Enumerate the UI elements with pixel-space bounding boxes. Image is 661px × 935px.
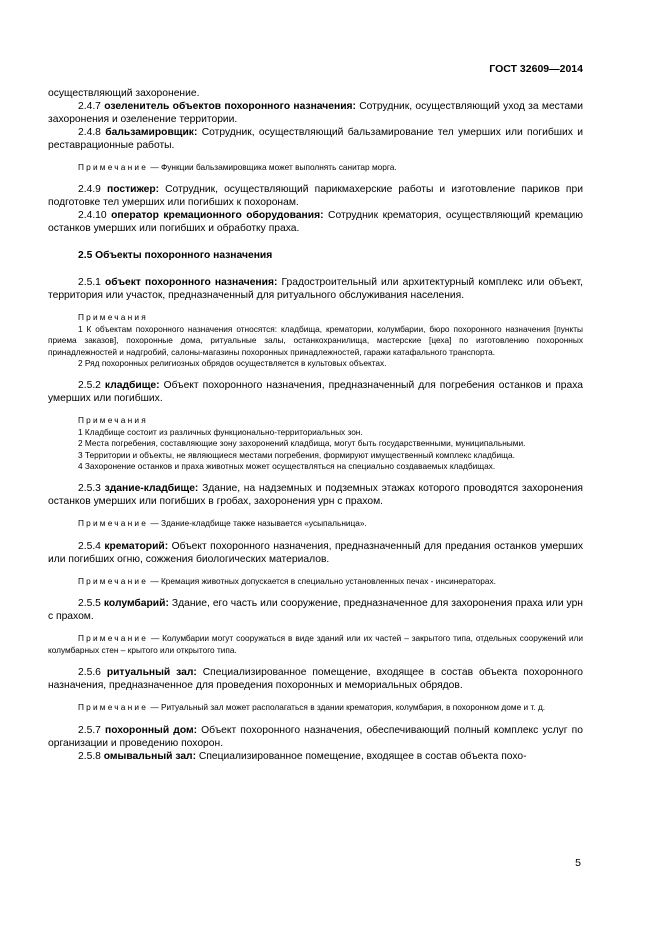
term-definition xyxy=(48,209,583,235)
note-text: — Кремация животных допускается в специально установленных печах - инсинераторах. xyxy=(150,575,496,586)
note-label: Примечание xyxy=(78,633,149,644)
term-name: бальзамировщик: xyxy=(105,127,198,138)
term-name: объект похоронного назначения: xyxy=(104,277,278,289)
note xyxy=(48,162,583,173)
paragraph-continuation: осуществляющий захоронение. xyxy=(48,88,200,99)
term-number: 2.4.7 xyxy=(78,101,101,112)
term-number: 2.5.3 xyxy=(78,483,101,495)
term-definition xyxy=(48,482,583,508)
term-number: 2.5.5 xyxy=(78,598,101,610)
term-name: здание-кладбище: xyxy=(104,483,199,495)
term-definition xyxy=(48,126,583,152)
note-text: — Ритуальный зал может располагаться в здании крематория, колумбария, в похоронном доме и т. д. xyxy=(150,702,546,713)
notes-heading xyxy=(48,415,583,426)
term-definition xyxy=(48,750,583,763)
term-text: Здание, его часть или сооружение, предназначенное для захоронения праха или урн с прахом. xyxy=(48,598,583,623)
notes-heading xyxy=(48,312,583,323)
term-name: крематорий: xyxy=(104,540,169,552)
note-item: 1 Кладбище состоит из различных функционально-территориальных зон. xyxy=(78,426,363,437)
note-label: Примечание xyxy=(78,575,149,586)
term-name: кладбище: xyxy=(104,380,160,392)
term-definition xyxy=(48,597,583,623)
note xyxy=(48,702,583,713)
page-number: 5 xyxy=(575,857,581,869)
term-name: омывальный зал: xyxy=(103,750,197,762)
note-item: 1 К объектам похоронного назначения относятся: кладбища, крематории, колумбарии, бюро похоронного назначения [пункты приема заказов], похоронные дома, ритуальные залы, останкохранилища, мастерские [цеха] по изготовлению похоронных принадлежностей и надгробий, салоны-магазины похоронных принадлежностей, гаражи катафального транспорта. xyxy=(48,323,583,357)
term-definition xyxy=(48,379,583,405)
note-label: Примечание xyxy=(78,162,149,172)
note xyxy=(48,633,583,656)
page-content xyxy=(48,87,583,763)
term-text: Здание, на надземных и подземных этажах которого проводятся захоронения останков умерших или погибших в гробах, захоронения урн с прахом. xyxy=(48,483,583,508)
term-text: Специализированное помещение, входящее в состав объекта похоронного назначения, предназначенное для проведения похоронных и мемориальных обрядов. xyxy=(48,667,583,692)
notes-label: Примечания xyxy=(78,312,148,323)
term-name: оператор кремационного оборудования: xyxy=(111,210,324,222)
term-text: Градостроительный или архитектурный комплекс или объект, территория или участок, предназначенный для ритуального обслуживания населения. xyxy=(48,277,583,302)
term-definition xyxy=(48,276,583,302)
term-number: 2.5.4 xyxy=(78,540,101,552)
term-text: Сотрудник, осуществляющий парикмахерские работы и изготовление париков при подготовке тел умерших или погибших к похоронам. xyxy=(48,184,583,209)
term-name: колумбарий: xyxy=(103,598,169,610)
note xyxy=(48,518,583,529)
term-definition xyxy=(48,666,583,692)
section-heading: 2.5 Объекты похоронного назначения xyxy=(78,250,273,262)
note-item: 2 Места погребения, составляющие зону захоронений кладбища, могут быть государственными, муниципальными. xyxy=(78,438,526,449)
term-definition xyxy=(48,724,583,750)
note-text: — Колумбарии могут сооружаться в виде зданий или их частей – закрытого типа, отдельных сооружений или колумбарных стен – крытого или открытого типа. xyxy=(48,633,584,655)
document-header xyxy=(489,63,583,75)
term-name: постижер: xyxy=(106,184,160,196)
term-name: озеленитель объектов похоронного назначения: xyxy=(104,101,356,112)
term-name: похоронный дом: xyxy=(105,724,198,736)
term-text: Объект похоронного назначения, предназначенный для предания останков умерших или погибших огню, сожжения биологических материалов. xyxy=(48,540,583,565)
document-id: ГОСТ 32609—2014 xyxy=(489,63,583,75)
term-number: 2.5.7 xyxy=(78,724,101,736)
note-label: Примечание xyxy=(78,702,149,713)
note-text: — Здание-кладбище также называется «усыпальница». xyxy=(150,518,367,529)
term-number: 2.5.8 xyxy=(78,750,101,762)
term-text: Объект похоронного назначения, предназначенный для погребения останков и праха умерших или погибших. xyxy=(48,380,583,405)
term-number: 2.5.2 xyxy=(78,380,101,392)
term-definition xyxy=(48,183,583,209)
term-number: 2.4.9 xyxy=(78,184,101,196)
note-text: — Функции бальзамировщика может выполнять санитар морга. xyxy=(150,162,397,172)
term-text: Сотрудник крематория, осуществляющий кремацию останков умерших или погибших и обработку праха. xyxy=(48,210,583,235)
note-label: Примечание xyxy=(78,518,149,529)
note-item: 3 Территории и объекты, не являющиеся местами погребения, формируют имущественный комплекс кладбища. xyxy=(78,449,515,460)
term-text: Специализированное помещение, входящее в состав объекта похо- xyxy=(198,750,527,762)
term-definition xyxy=(48,100,583,126)
term-number: 2.4.8 xyxy=(78,127,101,138)
notes-label: Примечания xyxy=(78,415,148,426)
term-text: Сотрудник, осуществляющий бальзамирование тел умерших или погибших и реставрационные работы. xyxy=(48,127,583,151)
term-text: Сотрудник, осуществляющий уход за местами захоронения и озеленение территории. xyxy=(48,101,583,125)
term-number: 2.5.6 xyxy=(78,667,101,679)
term-definition xyxy=(48,540,583,566)
term-number: 2.4.10 xyxy=(78,210,107,222)
note-item: 2 Ряд похоронных религиозных обрядов осуществляется в культовых объектах. xyxy=(78,358,387,369)
term-name: ритуальный зал: xyxy=(106,667,197,679)
term-text: Объект похоронного назначения, обеспечивающий полный комплекс услуг по организации и проведению похорон. xyxy=(48,724,583,749)
note-item: 4 Захоронение останков и праха животных может осуществляться на специально создаваемых кладбищах. xyxy=(78,461,496,472)
note xyxy=(48,576,583,587)
term-number: 2.5.1 xyxy=(78,277,101,289)
